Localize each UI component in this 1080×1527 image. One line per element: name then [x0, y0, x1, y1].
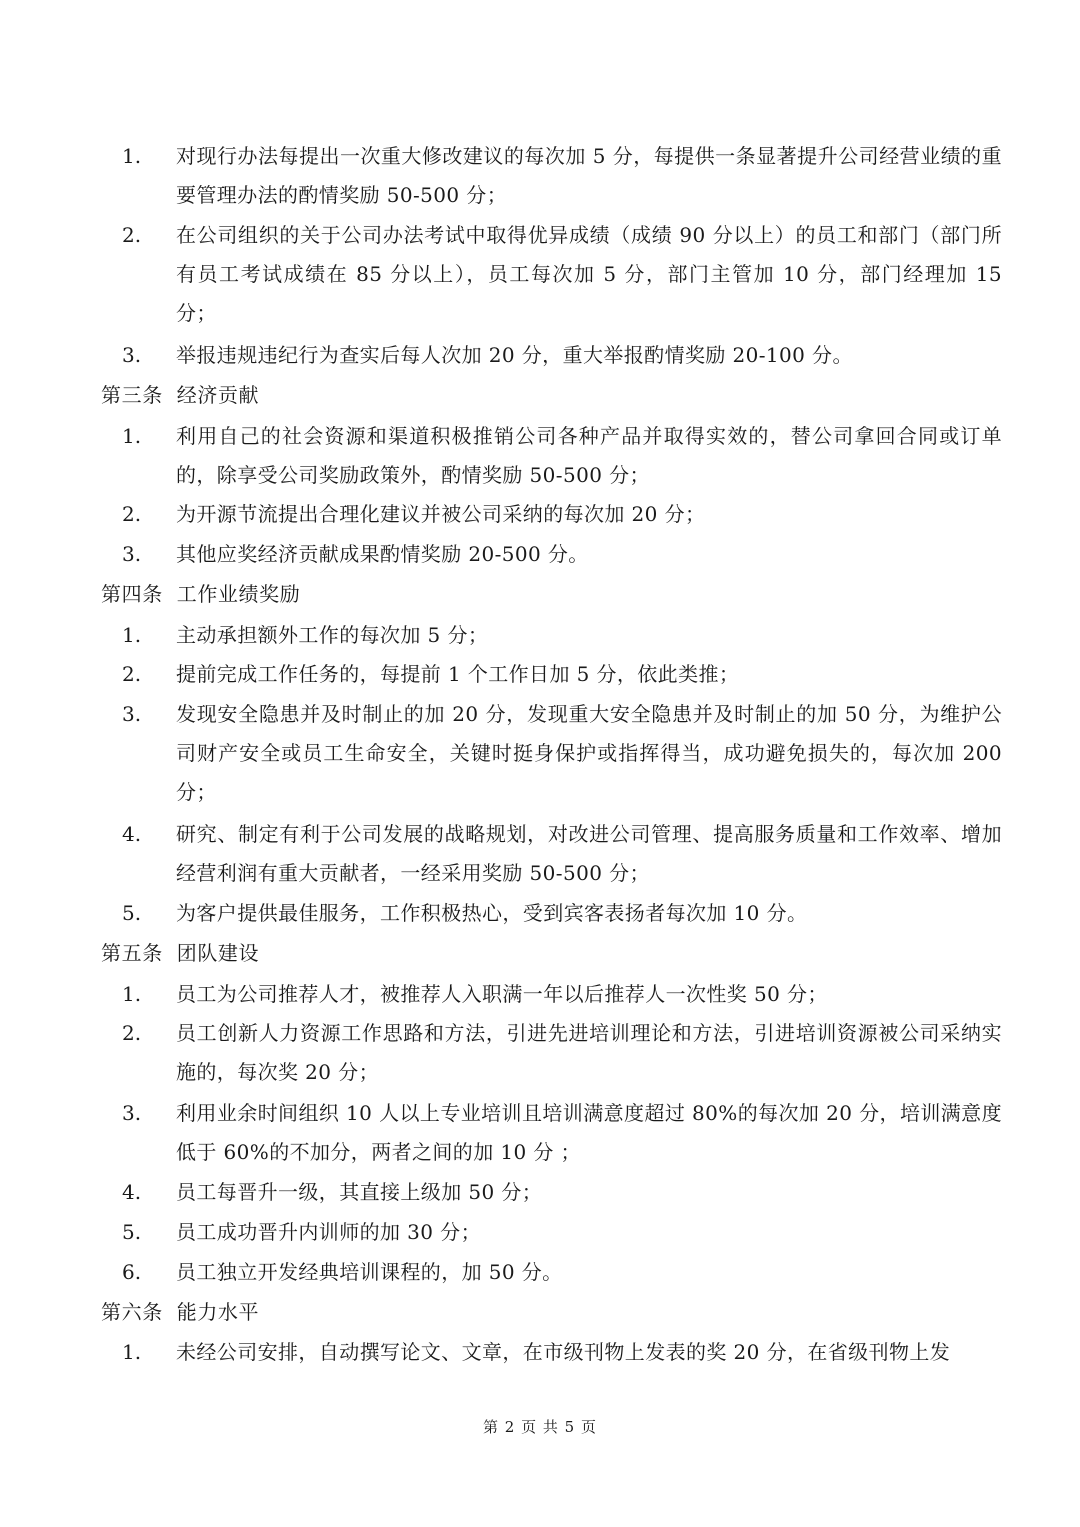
item-number: 4. [122, 1180, 142, 1204]
item-number: 3. [122, 343, 142, 367]
item-text: 研究、制定有利于公司发展的战略规划，对改进公司管理、提高服务质量和工作效率、增加经营利润有重大贡献者，一经采用奖励 50-500 分； [176, 822, 1002, 885]
item-text: 对现行办法每提出一次重大修改建议的每次加 5 分，每提供一条显著提升公司经营业绩的重要管理办法的酌情奖励 50-500 分； [176, 144, 1002, 207]
item-number: 5. [122, 901, 142, 925]
list-item [122, 137, 1002, 215]
item-number: 3. [122, 542, 142, 566]
list-item [122, 695, 1002, 812]
list-item [122, 815, 1002, 893]
list-item [122, 616, 1002, 655]
list-item [122, 1333, 1002, 1372]
item-number: 4. [122, 822, 142, 846]
section-heading: 第五条 团队建设 [101, 941, 260, 965]
item-number: 1. [122, 623, 142, 647]
item-number: 3. [122, 702, 142, 726]
item-text: 发现安全隐患并及时制止的加 20 分，发现重大安全隐患并及时制止的加 50 分，为维护公司财产安全或员工生命安全，关键时挺身保护或指挥得当，成功避免损失的，每次加 200 分； [176, 702, 1002, 804]
list-item [122, 336, 1002, 375]
list-item [122, 655, 1002, 694]
item-text: 员工为公司推荐人才，被推荐人入职满一年以后推荐人一次性奖 50 分； [176, 982, 828, 1006]
item-text: 员工成功晋升内训师的加 30 分； [176, 1220, 481, 1244]
section-heading: 第六条 能力水平 [101, 1300, 260, 1324]
list-item [122, 1014, 1002, 1092]
item-number: 6. [122, 1260, 142, 1284]
list-item [122, 894, 1002, 933]
item-text: 利用自己的社会资源和渠道积极推销公司各种产品并取得实效的，替公司拿回合同或订单的，除享受公司奖励政策外，酌情奖励 50-500 分； [176, 424, 1002, 487]
item-text: 员工每晋升一级，其直接上级加 50 分； [176, 1180, 543, 1204]
item-text: 为客户提供最佳服务，工作积极热心，受到宾客表扬者每次加 10 分。 [176, 901, 808, 925]
item-number: 5. [122, 1220, 142, 1244]
item-text: 未经公司安排，自动撰写论文、文章，在市级刊物上发表的奖 20 分，在省级刊物上发 [176, 1340, 951, 1364]
item-number: 2. [122, 223, 142, 247]
list-item [122, 495, 1002, 534]
list-item [122, 1213, 1002, 1252]
list-item [122, 1094, 1002, 1172]
list-item [122, 417, 1002, 495]
item-text: 为开源节流提出合理化建议并被公司采纳的每次加 20 分； [176, 502, 706, 526]
item-number: 1. [122, 982, 142, 1006]
item-text: 利用业余时间组织 10 人以上专业培训且培训满意度超过 80%的每次加 20 分，培训满意度低于 60%的不加分，两者之间的加 10 分 ； [176, 1101, 1002, 1164]
list-item [122, 1173, 1002, 1212]
section-heading: 第四条 工作业绩奖励 [101, 582, 301, 606]
item-text: 提前完成工作任务的，每提前 1 个工作日加 5 分，依此类推； [176, 662, 740, 686]
page-footer: 第 2 页 共 5 页 [483, 1418, 597, 1436]
item-number: 1. [122, 424, 142, 448]
item-text: 员工独立开发经典培训课程的，加 50 分。 [176, 1260, 563, 1284]
item-text: 其他应奖经济贡献成果酌情奖励 20-500 分。 [176, 542, 589, 566]
item-number: 2. [122, 502, 142, 526]
item-number: 1. [122, 1340, 142, 1364]
list-item [122, 975, 1002, 1014]
item-text: 在公司组织的关于公司办法考试中取得优异成绩（成绩 90 分以上）的员工和部门（部门所有员工考试成绩在 85 分以上），员工每次加 5 分，部门主管加 10 分，部门经理加 15 分； [176, 223, 1002, 325]
item-number: 2. [122, 1021, 142, 1045]
item-text: 员工创新人力资源工作思路和方法，引进先进培训理论和方法，引进培训资源被公司采纳实施的，每次奖 20 分； [176, 1021, 1002, 1084]
list-item [122, 216, 1002, 333]
item-number: 1. [122, 144, 142, 168]
section-heading: 第三条 经济贡献 [101, 383, 260, 407]
item-text: 举报违规违纪行为查实后每人次加 20 分，重大举报酌情奖励 20-100 分。 [176, 343, 853, 367]
item-number: 2. [122, 662, 142, 686]
list-item [122, 1253, 1002, 1292]
list-item [122, 535, 1002, 574]
item-number: 3. [122, 1101, 142, 1125]
item-text: 主动承担额外工作的每次加 5 分； [176, 623, 489, 647]
